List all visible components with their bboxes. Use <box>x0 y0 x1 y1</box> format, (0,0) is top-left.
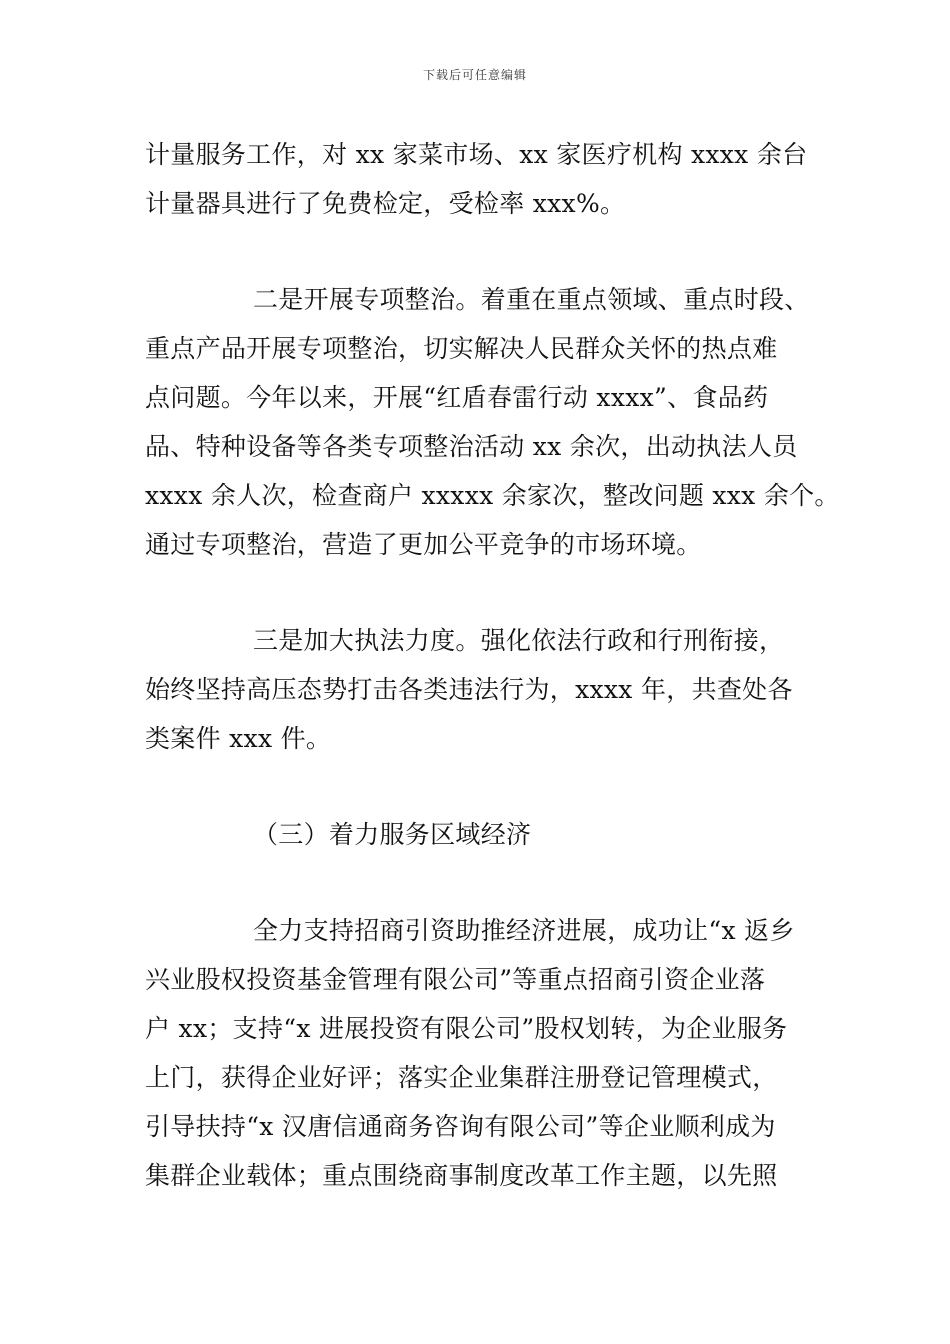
text-line: 三是加大执法力度。强化依法行政和行刑衔接， <box>253 626 785 655</box>
document-body <box>145 130 845 1200</box>
paragraph-4 <box>145 906 845 1200</box>
text-line: 集群企业载体；重点围绕商事制度改革工作主题，以先照 <box>145 1161 778 1190</box>
text-line: 品、特种设备等各类专项整治活动 xx 余次，出动执法人员 <box>145 432 798 461</box>
paragraph-1 <box>145 130 845 228</box>
paragraph-gap <box>145 859 845 906</box>
text-line: 计量服务工作，对 xx 家菜市场、xx 家医疗机构 xxxx 余台 <box>145 140 808 169</box>
paragraph-gap <box>145 228 845 275</box>
text-line: 始终坚持高压态势打击各类违法行为，xxxx 年，共查处各 <box>145 675 793 704</box>
page-header: 下载后可任意编辑 <box>422 68 527 82</box>
text-line: 引导扶持“x 汉唐信通商务咨询有限公司”等企业顺利成为 <box>145 1112 776 1141</box>
text-line: 全力支持招商引资助推经济进展，成功让“x 返乡 <box>253 916 795 945</box>
text-line: 兴业股权投资基金管理有限公司”等重点招商引资企业落 <box>145 965 766 994</box>
section-heading-text: （三）着力服务区域经济 <box>253 820 532 849</box>
paragraph-gap <box>145 569 845 616</box>
text-line: 点问题。今年以来，开展“红盾春雷行动 xxxx”、食品药 <box>145 383 769 412</box>
text-line: 重点产品开展专项整治，切实解决人民群众关怀的热点难 <box>145 334 778 363</box>
text-line: 通过专项整治，营造了更加公平竞争的市场环境。 <box>145 530 702 559</box>
paragraph-gap <box>145 763 845 810</box>
paragraph-3 <box>145 616 845 763</box>
paragraph-2 <box>145 275 845 569</box>
text-line: 上门，获得企业好评；落实企业集群注册登记管理模式， <box>145 1063 778 1092</box>
text-line: xxxx 余人次，检查商户 xxxxx 余家次，整改问题 xxx 余个。 <box>145 481 840 510</box>
text-line: 二是开展专项整治。着重在重点领域、重点时段、 <box>253 285 810 314</box>
section-heading <box>145 810 845 859</box>
text-line: 类案件 xxx 件。 <box>145 724 332 753</box>
text-line: 户 xx；支持“x 进展投资有限公司”股权划转，为企业服务 <box>145 1014 788 1043</box>
text-line: 计量器具进行了免费检定，受检率 xxx%。 <box>145 189 626 218</box>
